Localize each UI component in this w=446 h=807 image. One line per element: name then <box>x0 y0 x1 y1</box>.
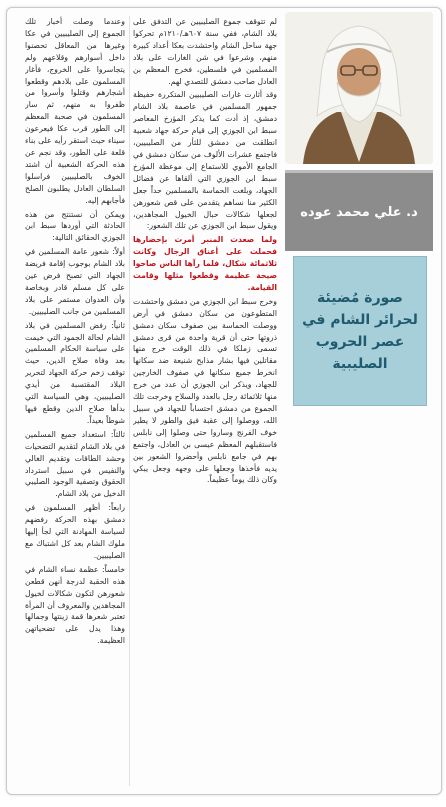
paragraph: رابعاً: أظهر المسلمون في دمشق بهذه الحركة رفضهم لسياسة المهادنة التي لجأ إليها ملوك الشام بعد كل اشتباك مع الصليبيين. <box>25 503 125 560</box>
author-name-banner <box>285 170 433 251</box>
paragraph: ثانياً: رفض المسلمين في بلاد الشام لحالة الجمود التي خيمت على سياسة الحكام المسلمين بعد وفاة صلاح الدين، حيث توقف زخم حركة الجهاد لتحرير البلاد المقتسبة من أيدي الصليبيين، وهي السياسة التي بدأها صلاح الدين وقطع فيها شوطاً بعيداً. <box>25 320 125 425</box>
paragraph: ثالثاً: استعداد جميع المسلمين في بلاد الشام لتقديم التضحيات وحشد الطاقات وتقديم الغالي والنفيس في سبيل استرداد الحقوق وتصفية الوجود الصليبي الدخيل من بلاد الشام. <box>25 429 125 499</box>
author-portrait-image <box>285 12 433 164</box>
paragraph: وقد أثارت غارات الصليبيين المتكررة حفيظة جمهور المسلمين في عاصمة بلاد الشام دمشق، إذ أدت كما يذكر المؤرخ المعاصر سبط ابن الجوزي إلى قيام حركة جهاد شعبية انطلقت من دمشق للثأر من الصليبيين، فاجتمع عشرات الألوف من سكان دمشق في الجامع الأموي للاستماع إلى موعظة المؤرخ سبط ابن الجوزي التي ألقاها عن فضائل الجهاد، وبلغت الحماسة بالمسلمين حداً جعل الكثير منا نساهم يتقدمن على قص شعورهن لجعلها شكالات حبال الخيول المجاهدين، ويقول سبط ابن الجوزي عن تلك الشعور: <box>133 90 277 231</box>
article-title: صورة مُضيئة لحرائر الشام في عصر الحروب الصليبية <box>302 290 418 372</box>
paragraph: خامساً: عظمة نساء الشام في هذه الحقبة لدرجة أنهن قطعن شعورهن لتكون شكالات لخيول المجاهدين والمعروف أن المرأة تعتبر شعرها قمة زينتها وجمالها وهذا يدل على تضحياتهن العظيمة. <box>25 564 125 646</box>
paragraph: لم تتوقف جموع الصليبيين عن التدفق على بلاد الشام، ففي سنة ٦٠٧هـ/١٢١٠م تحركوا جهة ساحل الشام واحتشدت بعكا أعداد كبيرة منهم، وشرعوا في شن الغارات على بلاد المسلمين في فلسطين، فخرج المعظم بن العادل صاحب دمشق للتصدي لهم. <box>133 17 277 86</box>
highlighted-quote: ولما صعدت المنبر أمرت بإحضارها فحملت على أعناق الرجال وكانت ثلاثمائة شكال، فلما رآها الناس صاحوا صيحة عظيمة وقطعوا مثلها وقامت القيامة. <box>133 235 277 292</box>
paragraph: أولاً: شعور عامة المسلمين في بلاد الشام بوجوب إقامة فريضة الجهاد التي تصبح فرض عين على كل مسلم قادر وبخاصة وأن العدوان مستمر على بلاد المسلمين من جانب الصليبيين. <box>25 247 125 316</box>
article-column-left <box>25 16 125 790</box>
article-title-box <box>293 256 427 406</box>
paragraph: وعندما وصلت أخبار تلك الجموع إلى الصليبيين في عكا وغيرها من المعاقل تحصنوا داخل أسوارهم وقلاعهم ولم يتجاسروا على الخروج، فأغار المسلمون على بلادهم وقطعوا أشجارهم وقتلوا وأسروا من ظفروا به منهم، ثم سار المسلمون في صحبة المعظم إلى الطور قرب عكا فيعرعون سيناء حيث استقر رأيه على بناء قلعة على الطور، وقد نجم عن هذه الحركة الشعبية أن اشتد الخوف بالصليبيين فراسلوا السلطان العادل يطلبون الصلح فأجابهم إليه. <box>25 17 125 205</box>
paragraph: ويمكن أن نستنتج من هذه الحادثة التي أوردها سبط ابن الجوزي الحقائق التالية: <box>25 209 125 243</box>
article-page <box>6 7 442 795</box>
paragraph: وخرج سبط ابن الجوزي من دمشق واحتشدت المتطوعون من سكان دمشق في أرض ووصلت الحماسة بين صفوف سكان دمشق ذروتها حتى أن قرية واحدة من قرى دمشق تسمى زملكا في ذلك الوقت خرج منها مقاتلين فيها بشار مذابح شنيعة ضد سكانها انخرط جميع سكانها في صفوف الخارجين للجهاد، ويذكر ابن الجوزي أن عدد من خرج منها ثلاثمائة رجل بالعدد والسلاح وخرجت تلك الجموع من دمشق احتساباً للجهاد في سبيل الله، ووصلوا إلى عقبة فيق والطور لا يطير خوف الفرنج وساروا حتى وصلوا إلى نابلس فاستقبلهم المعظم عيسى بن العادل، واجتمع بهم في جامع نابلس وأحضروا الشعور بين يديه فأخذها وجعلها على وجهه وجعل يبكي وكان ذلك يوماً عظيماً. <box>133 296 277 485</box>
author-photo <box>285 12 433 164</box>
author-name: د. علي محمد عوده <box>300 204 418 220</box>
article-column-right <box>133 16 277 790</box>
column-divider <box>129 16 130 786</box>
